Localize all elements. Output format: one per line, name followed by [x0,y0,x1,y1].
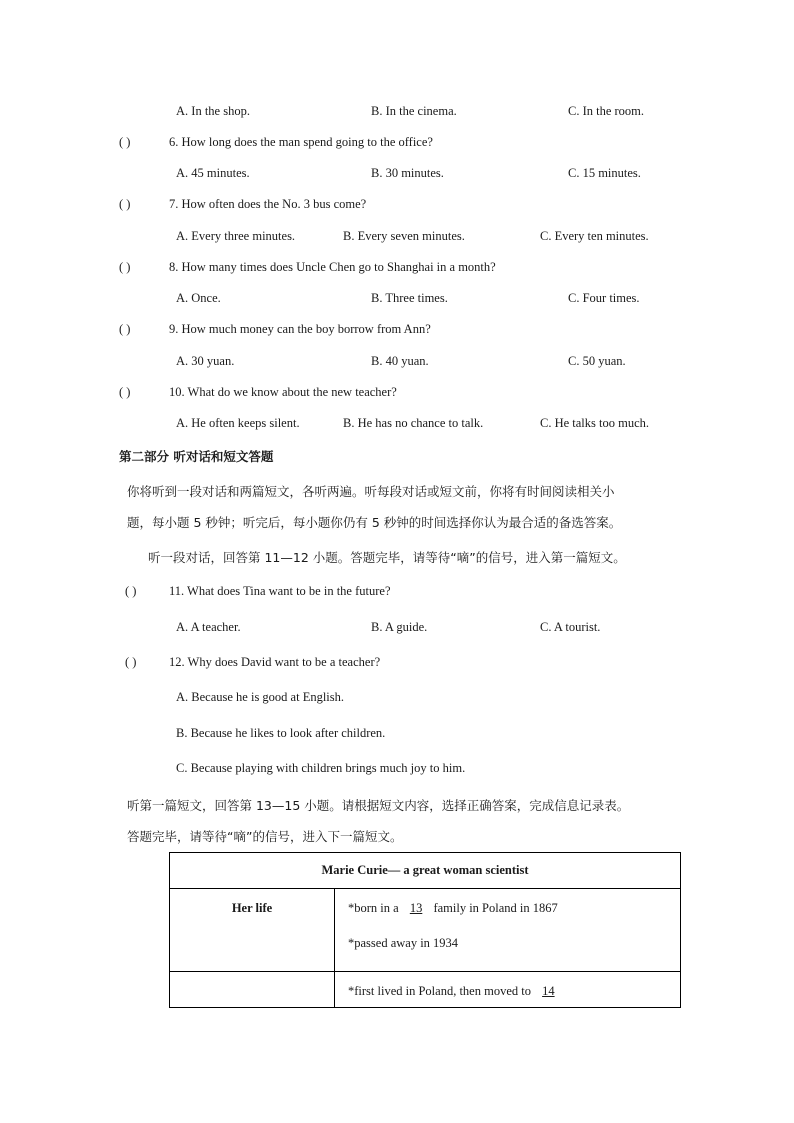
answer-paren[interactable]: ( ) [119,135,131,149]
passage-instruction-line1: 听第一篇短文，回答第 13—15 小题。请根据短文内容，选择正确答案，完成信息记录表。 [127,798,630,813]
question-10: 10. What do we know about the new teacher? [169,385,397,399]
question-9: 9. How much money can the boy borrow from Ann? [169,322,431,336]
table-row-content [335,889,681,972]
q12-option-b: B. Because he likes to look after children. [176,726,386,740]
table-row-label-empty [170,972,335,1008]
answer-paren[interactable]: ( ) [125,655,137,669]
q6-option-b: B. 30 minutes. [371,166,444,180]
q11-option-c: C. A tourist. [540,620,601,634]
answer-blank-13[interactable]: 13 [409,901,423,915]
q5-option-a: A. In the shop. [176,104,250,118]
q6-option-c: C. 15 minutes. [568,166,641,180]
question-12: 12. Why does David want to be a teacher? [169,655,381,669]
passage-instruction-line2: 答题完毕，请等待“嘀”的信号，进入下一篇短文。 [127,829,403,844]
q9-option-c: C. 50 yuan. [568,354,626,368]
q11-option-a: A. A teacher. [176,620,241,634]
q9-option-a: A. 30 yuan. [176,354,235,368]
row2-line1-pre: *first lived in Poland, then moved to [348,984,531,998]
q5-option-c: C. In the room. [568,104,645,118]
q12-option-c: C. Because playing with children brings much joy to him. [176,761,466,775]
table-row-content [335,972,681,1008]
q7-option-b: B. Every seven minutes. [343,229,465,243]
question-7: 7. How often does the No. 3 bus come? [169,197,367,211]
table-row-label [170,889,335,972]
row1-line1-pre: *born in a [348,901,399,915]
q11-option-b: B. A guide. [371,620,428,634]
answer-paren[interactable]: ( ) [119,197,131,211]
q9-option-b: B. 40 yuan. [371,354,429,368]
intro-text-line2: 题，每小题 5 秒钟；听完后，每小题你仍有 5 秒钟的时间选择你认为最合适的备选答案。 [127,515,622,530]
answer-paren[interactable]: ( ) [125,584,137,598]
dialog-instruction: 听一段对话，回答第 11—12 小题。答题完毕，请等待“嘀”的信号，进入第一篇短文。 [148,550,626,565]
table-title: Marie Curie— a great woman scientist [170,853,681,889]
intro-text-line1: 你将听到一段对话和两篇短文，各听两遍。听每段对话或短文前，你将有时间阅读相关小 [127,484,615,499]
answer-blank-14[interactable]: 14 [542,984,555,998]
question-11: 11. What does Tina want to be in the future? [169,584,391,598]
q5-option-b: B. In the cinema. [371,104,457,118]
q8-option-b: B. Three times. [371,291,448,305]
answer-paren[interactable]: ( ) [119,322,131,336]
info-record-table [169,852,681,1008]
answer-paren[interactable]: ( ) [119,260,131,274]
q10-option-b: B. He has no chance to talk. [343,416,484,430]
q10-option-c: C. He talks too much. [540,416,650,430]
question-6: 6. How long does the man spend going to the office? [169,135,433,149]
question-8: 8. How many times does Uncle Chen go to Shanghai in a month? [169,260,496,274]
section-heading: 第二部分 听对话和短文答题 [119,449,274,464]
q7-option-a: A. Every three minutes. [176,229,296,243]
row1-line1-post: family in Poland in 1867 [433,901,558,915]
q8-option-a: A. Once. [176,291,221,305]
her-life-label: Her life [231,901,273,915]
q6-option-a: A. 45 minutes. [176,166,250,180]
q7-option-c: C. Every ten minutes. [540,229,649,243]
answer-paren[interactable]: ( ) [119,385,131,399]
q8-option-c: C. Four times. [568,291,640,305]
q12-option-a: A. Because he is good at English. [176,690,345,704]
row1-line2: *passed away in 1934 [348,936,459,950]
q10-option-a: A. He often keeps silent. [176,416,300,430]
